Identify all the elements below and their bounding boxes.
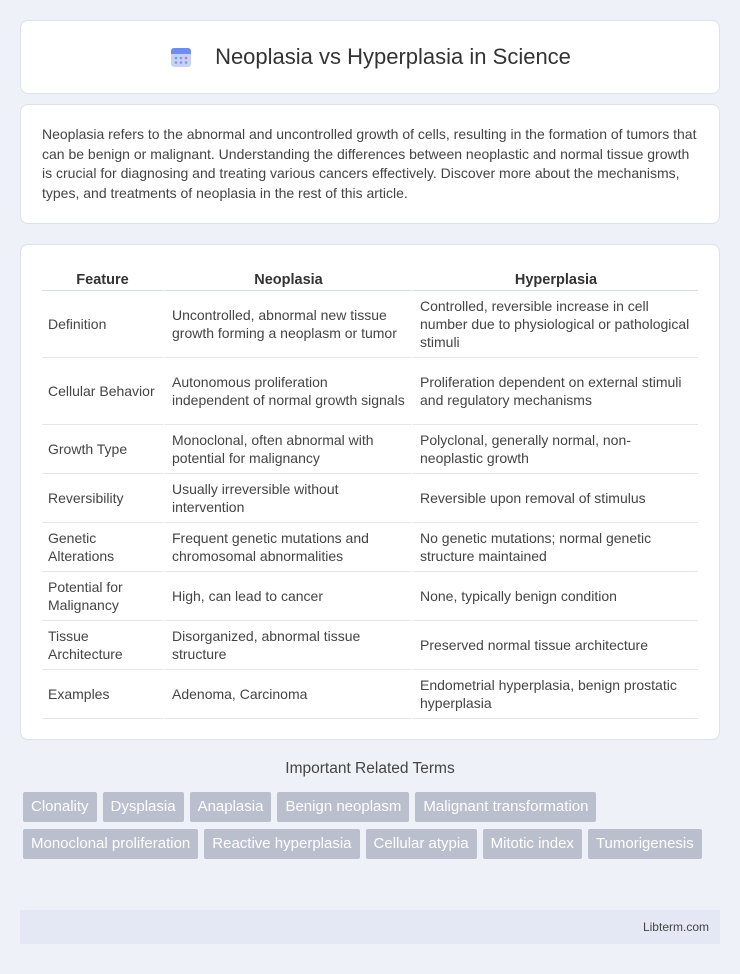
header-card — [20, 20, 720, 94]
table-cell: Cellular Behavior — [42, 358, 163, 425]
term-tag[interactable]: Monoclonal proliferation — [23, 829, 198, 859]
related-terms-title: Important Related Terms — [285, 760, 455, 777]
table-cell: Potential for Malignancy — [42, 572, 163, 621]
table-cell: Definition — [42, 291, 163, 358]
table-cell: Reversibility — [42, 474, 163, 523]
table-cell: Preserved normal tissue architecture — [411, 621, 698, 670]
footer — [20, 910, 720, 944]
table-cell: Polyclonal, generally normal, non-neoplastic growth — [411, 425, 698, 474]
footer-site-link[interactable]: Libterm.com — [642, 920, 709, 934]
table-cell: Genetic Alterations — [42, 523, 163, 572]
table-cell: High, can lead to cancer — [163, 572, 411, 621]
table-cell: Adenoma, Carcinoma — [163, 670, 411, 719]
page-title: Neoplasia vs Hyperplasia in Science — [215, 44, 571, 69]
table-cell: Autonomous proliferation independent of normal growth signals — [163, 358, 411, 425]
table-cell: No genetic mutations; normal genetic structure maintained — [411, 523, 698, 572]
table-cell: Growth Type — [42, 425, 163, 474]
term-tag[interactable]: Benign neoplasm — [277, 792, 409, 822]
table-cell: Monoclonal, often abnormal with potential for malignancy — [163, 425, 411, 474]
intro-card — [20, 104, 720, 224]
table-header-row — [42, 265, 698, 291]
table-row — [42, 670, 698, 719]
table-cell: Examples — [42, 670, 163, 719]
term-tag[interactable]: Mitotic index — [483, 829, 582, 859]
table-row — [42, 474, 698, 523]
table-row — [42, 291, 698, 358]
table-cell: None, typically benign condition — [411, 572, 698, 621]
table-row — [42, 358, 698, 425]
column-header: Neoplasia — [163, 265, 411, 291]
comparison-table-card — [20, 244, 720, 740]
calendar-icon — [169, 45, 193, 69]
term-tag[interactable]: Malignant transformation — [415, 792, 596, 822]
term-tag[interactable]: Dysplasia — [103, 792, 184, 822]
table-cell: Tissue Architecture — [42, 621, 163, 670]
table-cell: Disorganized, abnormal tissue structure — [163, 621, 411, 670]
table-cell: Frequent genetic mutations and chromosomal abnormalities — [163, 523, 411, 572]
table-row — [42, 572, 698, 621]
related-terms-list — [23, 792, 723, 866]
term-tag[interactable]: Clonality — [23, 792, 97, 822]
column-header: Hyperplasia — [411, 265, 698, 291]
table-cell: Proliferation dependent on external stimuli and regulatory mechanisms — [411, 358, 698, 425]
intro-text: Neoplasia refers to the abnormal and uncontrolled growth of cells, resulting in the formation of tumors that can be benign or malignant. Understanding the differences between neoplastic and normal tissue growth is crucial for diagnosing and treating various cancers effectively. Discover more about the mechanisms, types, and treatments of neoplasia in the rest of this article. — [42, 126, 697, 201]
table-cell: Reversible upon removal of stimulus — [411, 474, 698, 523]
table-cell: Uncontrolled, abnormal new tissue growth forming a neoplasm or tumor — [163, 291, 411, 358]
table-row — [42, 621, 698, 670]
column-header: Feature — [42, 265, 163, 291]
table-row — [42, 425, 698, 474]
term-tag[interactable]: Reactive hyperplasia — [204, 829, 359, 859]
comparison-table — [42, 265, 698, 719]
table-row — [42, 523, 698, 572]
term-tag[interactable]: Anaplasia — [190, 792, 272, 822]
term-tag[interactable]: Cellular atypia — [366, 829, 477, 859]
table-cell: Controlled, reversible increase in cell number due to physiological or pathological stimuli — [411, 291, 698, 358]
table-cell: Endometrial hyperplasia, benign prostatic hyperplasia — [411, 670, 698, 719]
term-tag[interactable]: Tumorigenesis — [588, 829, 702, 859]
table-cell: Usually irreversible without intervention — [163, 474, 411, 523]
